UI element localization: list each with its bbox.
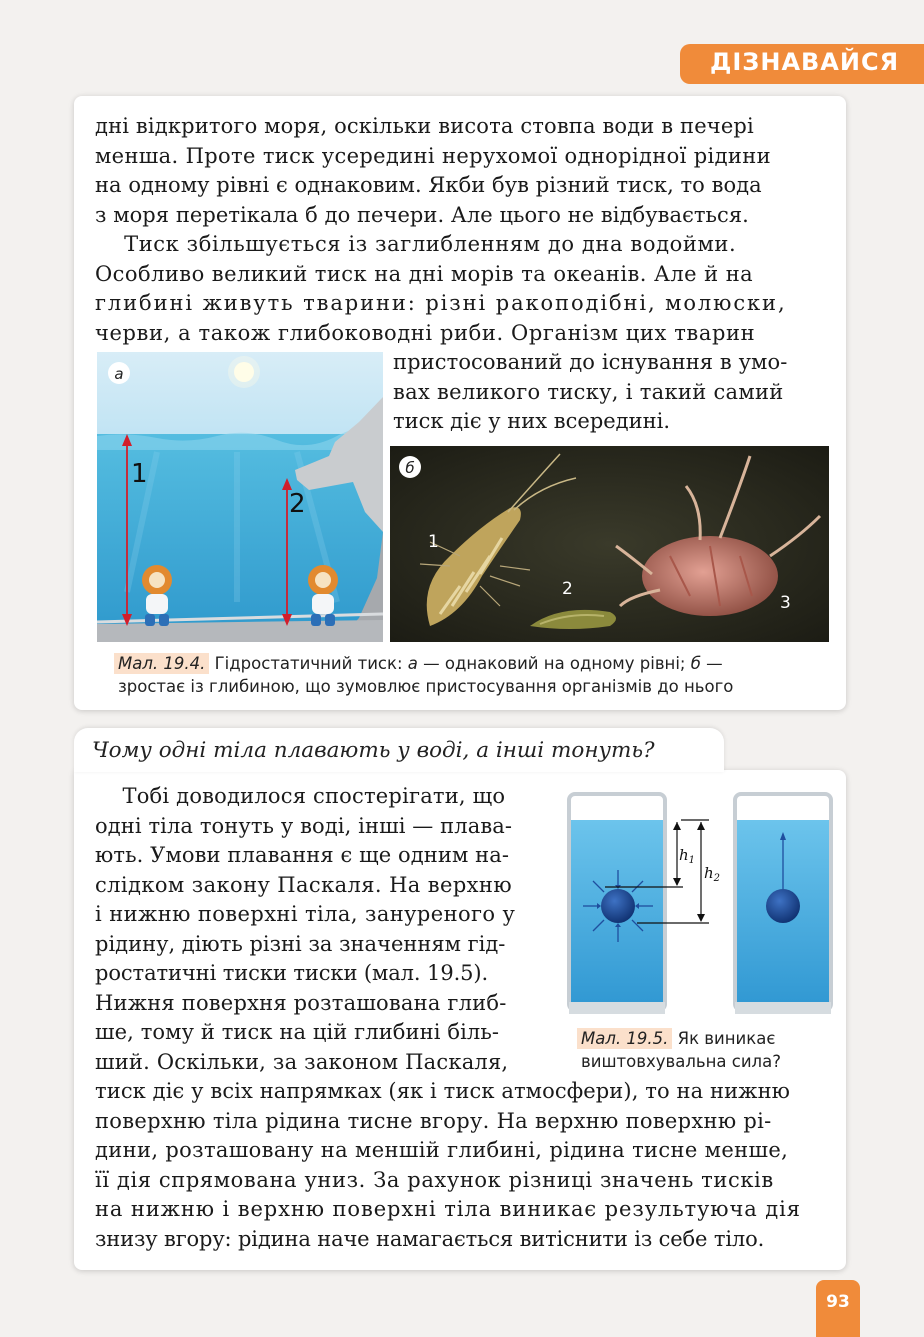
caption-line-2: виштовхувальна сила? [581,1052,781,1071]
page-number-tab [816,1280,860,1337]
text-line: одні тіла тонуть у воді, інші — плава- [95,813,513,838]
caption-fig-19-5 [577,1027,827,1073]
caption-line-2: зростає із глибиною, що зумовлює пристосування організмів до нього [118,677,734,696]
caption-tag: Мал. 19.5. [577,1028,672,1049]
caption-fig-19-4 [114,652,834,698]
h2-label: $h_2$ [704,864,721,884]
text-line: Тиск збільшується із заглибленням до дна водойми. [95,232,737,256]
text-line: рідину, діють різні за значенням гід- [95,931,506,956]
animal-label-3: 3 [780,593,791,613]
text-line: ше, тому й тиск на цій глибині біль- [95,1020,500,1044]
caption-text: Як виникає [672,1029,776,1048]
paragraph-side [393,348,833,437]
depth-label-1: 1 [131,459,148,489]
ball-left [601,889,635,923]
depth-label-2: 2 [289,489,306,519]
caption-text: — однаковий на одному рівні; [417,654,691,673]
paragraph-full [95,1077,835,1254]
text-line: слідком закону Паскаля. На верхню [95,872,512,897]
text-line: і нижню поверхні тіла, зануреного у [95,902,516,926]
text-line: Тобі доводилося спостерігати, що [95,784,506,808]
animal-label-2: 2 [562,579,573,599]
text-line: черви, а також глибоководні риби. Організм цих тварин [95,320,756,345]
text-line: Нижня поверхня розташована глиб- [95,990,507,1015]
section-label: ДІЗНАВАЙСЯ [710,48,900,76]
text-line: ший. Оскільки, за законом Паскаля, [95,1049,509,1074]
figure-b-deep-sea-animals [390,446,829,642]
text-line: ють. Умови плавання є ще одним на- [95,843,510,867]
text-line: тиск діє у них всередині. [393,409,670,433]
paragraph-left [95,782,565,1077]
text-line: дні відкритого моря, оскільки висота стовпа води в печері [95,114,754,138]
text-line: вах великого тиску, і такий самий [393,379,784,404]
caption-text: — [700,654,723,673]
text-line: пристосований до існування в умо- [393,350,788,374]
text-line: тиск діє у всіх напрямках (як і тиск атмосфери), то на нижню [95,1079,791,1103]
text-line: поверхню тіла рідина тисне вгору. На верхню поверхню рі- [95,1108,772,1133]
text-line: ростатичні тиски тиски (мал. 19.5). [95,961,489,985]
text-line: з моря перетікала б до печери. Але цього не відбувається. [95,202,749,227]
figure-b-letter: б [405,459,415,477]
text-line: глибині живуть тварини: різні ракоподібні, молюски, [95,291,787,315]
figure-a-hydrostatic [97,352,383,642]
section-tab [680,44,924,84]
text-line: Особливо великий тиск на дні морів та океанів. Але й на [95,261,754,286]
text-line: дини, розташовану на меншій глибині, рідина тисне менше, [95,1138,789,1162]
ball-right [766,889,800,923]
figure-19-5-buoyancy [565,790,837,1020]
question-heading-box [74,728,724,772]
caption-letter-a: а [407,654,418,673]
h1-label: $h_1$ [679,846,696,866]
page-number: 93 [826,1292,850,1312]
text-line: на одному рівні є однаковим. Якби був різний тиск, то вода [95,173,762,197]
text-line: менша. Проте тиск усередині нерухомої однорідної рідини [95,143,771,168]
caption-text: Гідростатичний тиск: [209,654,408,673]
figure-a-letter: а [114,365,124,383]
animal-label-1: 1 [428,532,439,552]
caption-letter-b: б [690,654,701,673]
caption-tag: Мал. 19.4. [114,653,209,674]
text-line: знизу вгору: рідина наче намагається витіснити із себе тіло. [95,1226,765,1251]
question-heading: Чому одні тіла плавають у воді, а інші тонуть? [92,738,655,763]
text-line: її дія спрямована униз. За рахунок різниці значень тисків [95,1167,774,1192]
text-line: на нижню і верхню поверхні тіла виникає результуюча дія [95,1197,801,1221]
paragraph-top [95,112,830,348]
